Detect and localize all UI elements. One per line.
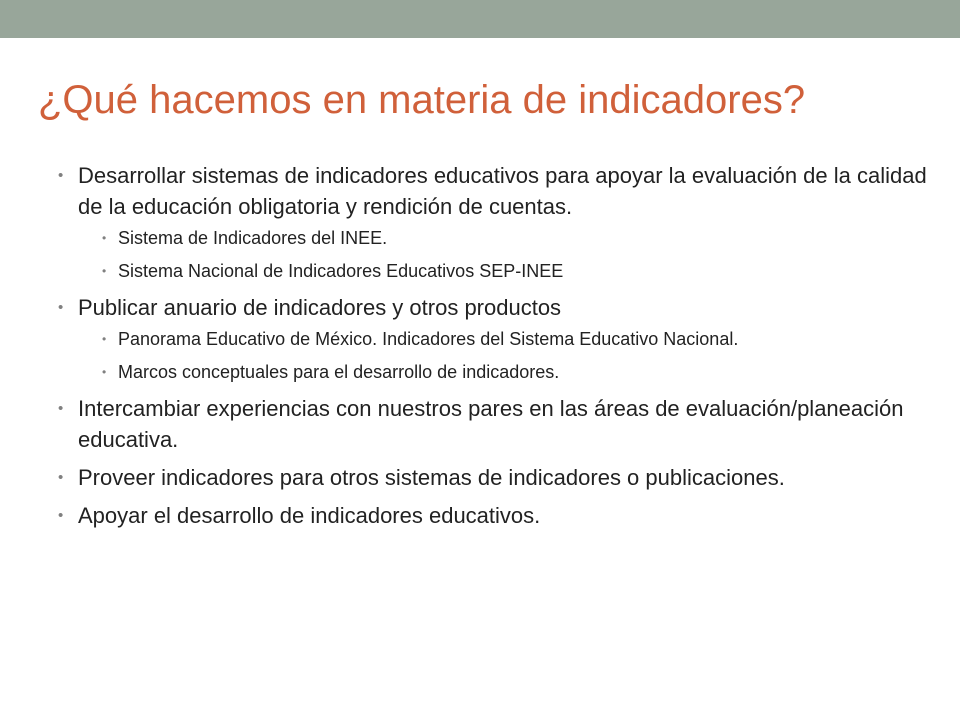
- top-accent-bar: [0, 0, 960, 38]
- bullet-text: Intercambiar experiencias con nuestros pares en las áreas de evaluación/planeación educativa.: [78, 396, 904, 452]
- bullet-text: Desarrollar sistemas de indicadores educativos para apoyar la evaluación de la calidad de la educación obligatoria y rendición de cuentas.: [78, 163, 927, 219]
- bullet-item: [58, 292, 930, 385]
- bullet-item: [58, 462, 930, 493]
- bullet-item: [58, 393, 930, 455]
- sub-bullet-item: • Sistema Nacional de Indicadores Educativos SEP-INEE: [102, 259, 930, 284]
- sub-bullet-item: • Panorama Educativo de México. Indicadores del Sistema Educativo Nacional.: [102, 327, 930, 352]
- sub-bullet-list: [78, 226, 930, 284]
- bullet-item: [58, 160, 930, 284]
- sub-bullet-item: • Marcos conceptuales para el desarrollo de indicadores.: [102, 360, 930, 385]
- sub-bullet-item: • Sistema de Indicadores del INEE.: [102, 226, 930, 251]
- bullet-item: [58, 500, 930, 531]
- bullet-text: Apoyar el desarrollo de indicadores educativos.: [78, 503, 541, 528]
- slide-title: ¿Qué hacemos en materia de indicadores?: [38, 78, 806, 122]
- sub-bullet-list: [78, 327, 930, 385]
- bullet-text: Proveer indicadores para otros sistemas de indicadores o publicaciones.: [78, 465, 785, 490]
- bullet-list: [58, 160, 930, 538]
- bullet-text: Publicar anuario de indicadores y otros productos: [78, 295, 562, 320]
